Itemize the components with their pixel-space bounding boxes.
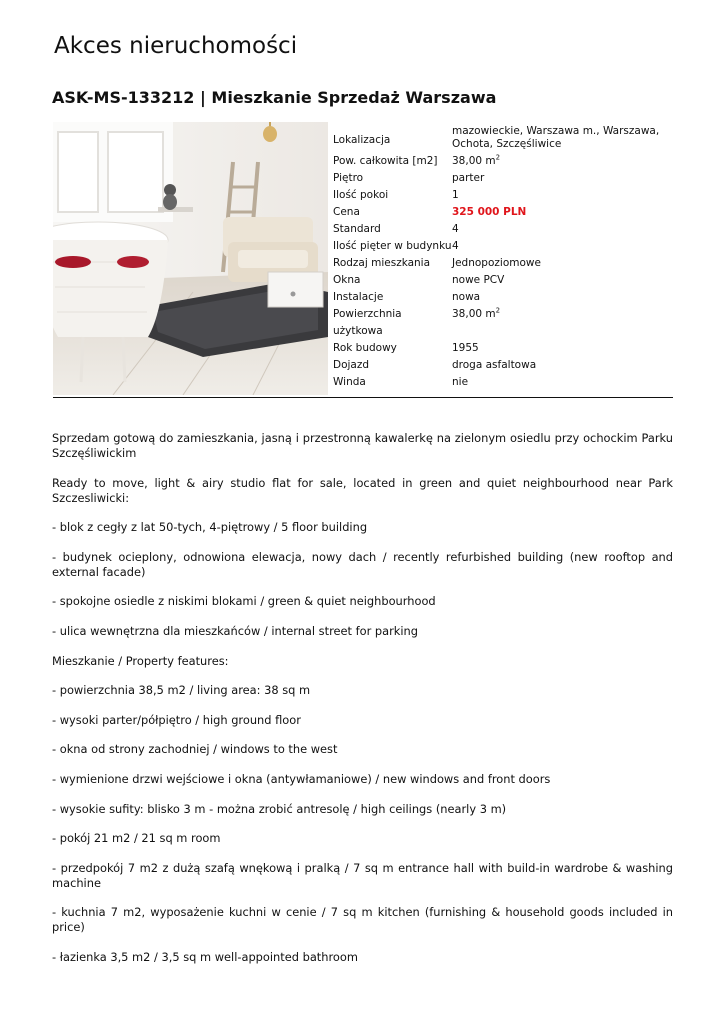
spec-label: Piętro [333, 172, 364, 184]
spec-label: Powierzchnia użytkowa [333, 308, 402, 337]
spec-label: Pow. całkowita [m2] [333, 155, 438, 167]
spec-value-text: 38,00 m [452, 155, 496, 167]
description-paragraph: - budynek ocieplony, odnowiona elewacja, nowy dach / recently refurbished building (new rooftop and external facade) [52, 549, 673, 579]
spec-row-standard [333, 221, 673, 238]
location-line-2: Ochota, Szczęśliwice [452, 138, 562, 150]
spec-value-windows: nowe PCV [452, 274, 505, 286]
spec-value-installation: nowa [452, 291, 481, 303]
spec-label: Rodzaj mieszkania [333, 257, 431, 269]
spec-row-apartment-type [333, 255, 673, 272]
spec-row-windows [333, 272, 673, 289]
section-divider [53, 397, 673, 398]
spec-label: Winda [333, 376, 366, 388]
description-paragraph: - pokój 21 m2 / 21 sq m room [52, 831, 221, 846]
description-paragraph: Mieszkanie / Property features: [52, 653, 229, 668]
location-line-1: mazowieckie, Warszawa m., Warszawa, [452, 125, 660, 137]
spec-row-elevator [333, 374, 673, 391]
spec-row-rooms [333, 187, 673, 204]
brand-title: Akces nieruchomości [54, 33, 298, 59]
spec-value-price: 325 000 PLN [452, 206, 527, 218]
description-paragraph: - wysoki parter/półpiętro / high ground floor [52, 712, 301, 727]
spec-row-year-built [333, 340, 673, 357]
superscript: 2 [495, 306, 501, 315]
spec-value-location [452, 125, 673, 153]
spec-row-total-area [333, 153, 673, 170]
description-paragraph: - przedpokój 7 m2 z dużą szafą wnękową i pralką / 7 sq m entrance hall with build-in wardrobe & washing machine [52, 860, 673, 890]
listing-description [52, 431, 673, 980]
spec-label: Instalacje [333, 291, 384, 303]
spec-row-price [333, 204, 673, 221]
spec-label: Dojazd [333, 359, 370, 371]
spec-value-apartment-type: Jednopoziomowe [452, 257, 541, 269]
spec-value-year-built: 1955 [452, 342, 479, 354]
spec-label: Ilość pięter w budynku [333, 240, 452, 252]
spec-value-floor: parter [452, 172, 485, 184]
spec-value-standard: 4 [452, 223, 459, 235]
spec-value-rooms: 1 [452, 189, 459, 201]
description-paragraph: - okna od strony zachodniej / windows to the west [52, 742, 338, 757]
property-photo [53, 122, 328, 395]
living-room-photo [53, 122, 328, 395]
description-paragraph: - kuchnia 7 m2, wyposażenie kuchni w cenie / 7 sq m kitchen (furnishing & household goods included in price) [52, 905, 673, 935]
spec-row-building-floors [333, 238, 673, 255]
spec-label: Cena [333, 206, 360, 218]
description-paragraph: - łazienka 3,5 m2 / 3,5 sq m well-appointed bathroom [52, 949, 358, 964]
spec-value-total-area [452, 153, 673, 170]
spec-label: Rok budowy [333, 342, 397, 354]
superscript: 2 [495, 153, 501, 162]
description-paragraph: - powierzchnia 38,5 m2 / living area: 38 sq m [52, 683, 311, 698]
spec-row-access [333, 357, 673, 374]
description-paragraph: - ulica wewnętrzna dla mieszkańców / internal street for parking [52, 623, 419, 638]
spec-label: Lokalizacja [333, 134, 391, 146]
spec-row-installation [333, 289, 673, 306]
spec-row-floor [333, 170, 673, 187]
description-paragraph: - wymienione drzwi wejściowe i okna (antywłamaniowe) / new windows and front doors [52, 771, 551, 786]
description-paragraph: - wysokie sufity: blisko 3 m - można zrobić antresolę / high ceilings (nearly 3 m) [52, 801, 507, 816]
description-paragraph: - spokojne osiedle z niskimi blokami / green & quiet neighbourhood [52, 594, 436, 609]
listing-title: ASK-MS-133212 | Mieszkanie Sprzedaż Warszawa [52, 88, 497, 107]
spec-value-access: droga asfaltowa [452, 359, 537, 371]
spec-label: Okna [333, 274, 361, 286]
spec-label: Ilość pokoi [333, 189, 389, 201]
spec-value-building-floors: 4 [452, 240, 459, 252]
spec-row-location [333, 125, 673, 153]
description-paragraph: - blok z cegły z lat 50-tych, 4-piętrowy / 5 floor building [52, 520, 368, 535]
spec-value-elevator: nie [452, 376, 469, 388]
spec-row-usable-area [333, 306, 673, 340]
spec-label: Standard [333, 223, 381, 235]
spec-value-text: 38,00 m [452, 308, 496, 320]
property-specs-table [333, 125, 673, 391]
description-paragraph: Ready to move, light & airy studio flat for sale, located in green and quiet neighbourhood near Park Szczesliwicki: [52, 475, 673, 505]
spec-value-usable-area [452, 306, 673, 340]
description-paragraph: Sprzedam gotową do zamieszkania, jasną i przestronną kawalerkę na zielonym osiedlu przy ochockim Parku Szczęśliwickim [52, 431, 673, 460]
